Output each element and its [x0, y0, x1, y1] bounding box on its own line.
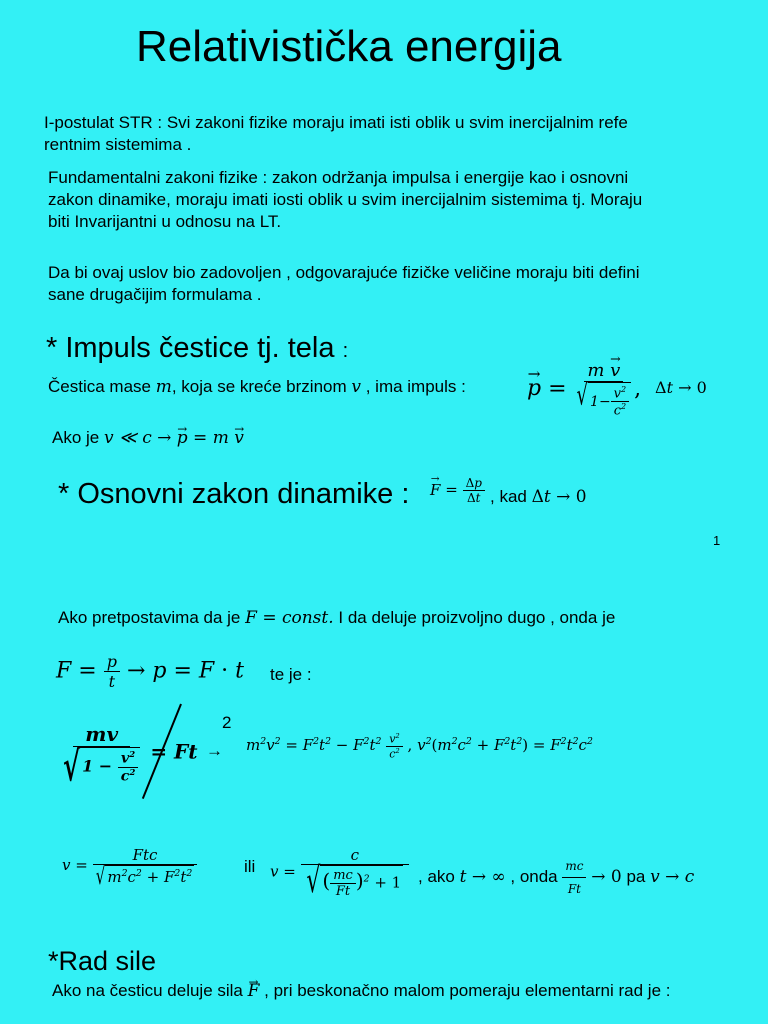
limit-delta-t: Δt → 0: [655, 378, 707, 397]
work-text: Ako na česticu deluje sila → F , pri beskonačno malom pomeraju elementarni rad je :: [52, 980, 670, 1002]
impulse-heading: * Impuls čestice tj. tela :: [46, 332, 349, 364]
work-heading: *Rad sile: [48, 946, 157, 976]
squared-label: 2: [222, 713, 232, 732]
fundamental-laws-text: Fundamentalni zakoni fizike : zakon održanja impulsa i energije kao i osnovni zakon dinamike, moraju imati iosti oblik u svim inercijalnim sistemima tj. Moraju biti Invarijantni u odnosu na LT.: [48, 168, 643, 231]
page-number: 1: [713, 533, 721, 548]
dynamics-heading: * Osnovni zakon dinamike :: [58, 478, 410, 510]
ili-label: ili: [244, 857, 256, 876]
postulate-text: I-postulat STR : Svi zakoni fizike moraju imati isti oblik u svim inercijalnim refe rentnim sistemima .: [44, 113, 628, 154]
dynamics-condition: , kad Δt → 0: [490, 487, 587, 507]
te-je-label: te je :: [270, 665, 312, 684]
velocity-formula-alt: v = c √ ( $\frac{mc}{Ft}$ )$^2$ + 1: [270, 846, 409, 899]
assume-text: Ako pretpostavima da je F = const. I da deluje proizvoljno dugo , onda je: [58, 608, 616, 628]
limit-text: , ako t → ∞ , onda $\frac{mc}{Ft}$ → 0 pa v → c: [418, 855, 694, 900]
impulse-formula: → p = m → v √ 1− $\frac{v^2}{c^2}$ ,: [527, 360, 641, 419]
page-title: Relativistička energija: [136, 22, 562, 71]
mv-equation: mv √ 1 − $\frac{v^2}{c^2}$ = Ft: [63, 722, 198, 792]
impulse-condition: Ako je v ≪ c → → p = m → v: [52, 427, 244, 449]
squared-equation: $m^2v^2 = F^2t^2 - F^2t^2$ $\frac{v^2}{c^2}$ , $v^2(m^2c^2 + F^2t^2) = F^2t^2c^2$: [246, 732, 593, 761]
momentum-time-formula: F = $\frac{p}{t}$ → p = F · t: [56, 652, 245, 691]
arrow-icon: →: [206, 741, 223, 760]
condition-text: Da bi ovaj uslov bio zadovoljen , odgovarajuće fizičke veličine moraju biti defini sane drugačijim formulama .: [48, 263, 640, 304]
dynamics-formula: → F = $\frac{\Delta p}{\Delta t}$: [430, 476, 485, 505]
impulse-text: Čestica mase m, koja se kreće brzinom v , ima impuls :: [48, 377, 466, 397]
velocity-formula: v = Ftc √ $m^2c^2 + F^2t^2$: [62, 846, 197, 886]
